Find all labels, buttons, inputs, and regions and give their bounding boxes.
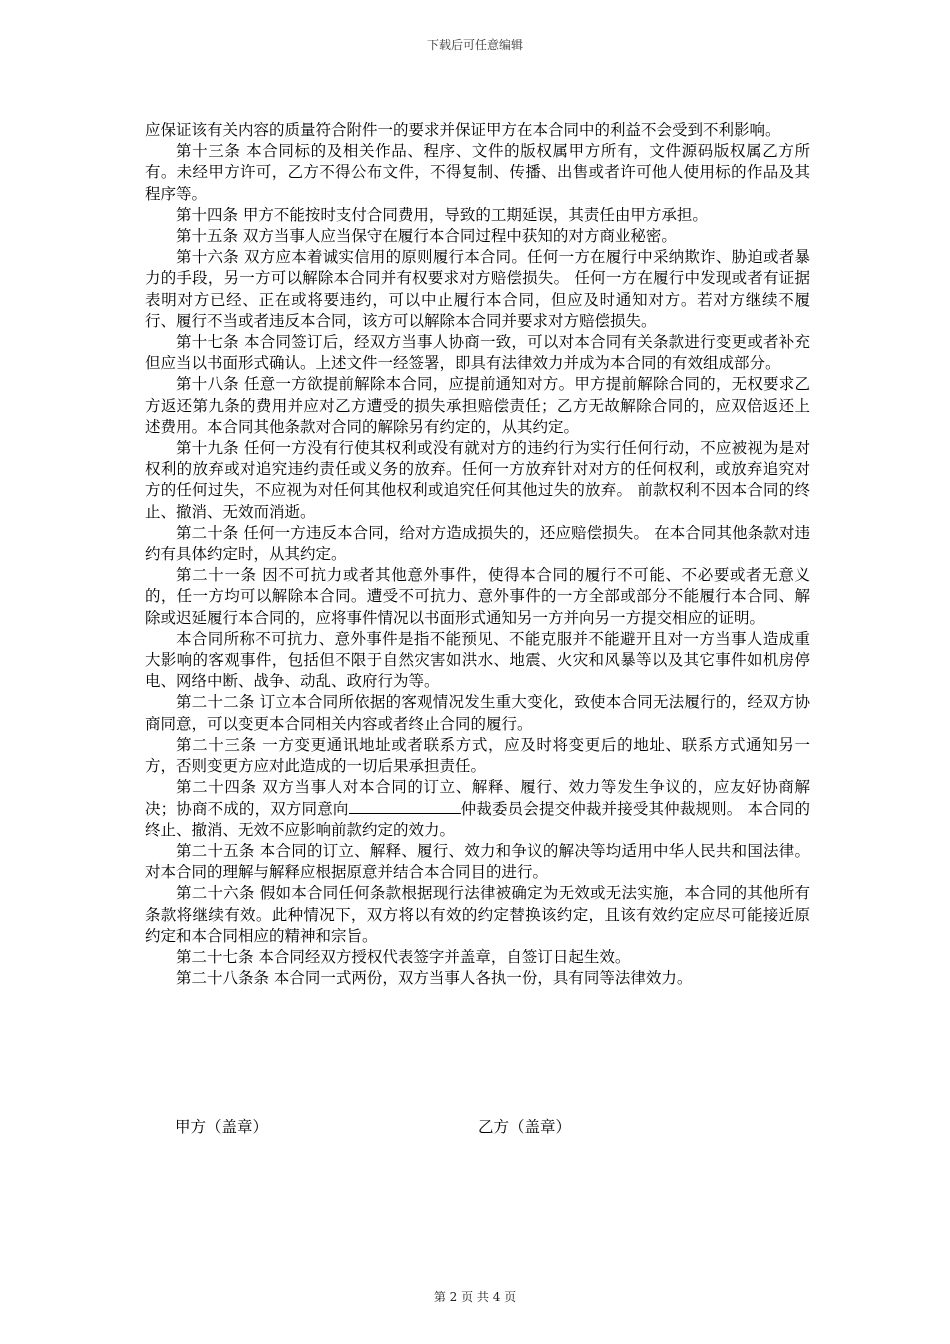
article-18: 第十八条 任意一方欲提前解除本合同，应提前通知对方。甲方提前解除合同的，无权要求乙方返还第九条的费用并应对乙方遭受的损失承担赔偿责任；乙方无故解除合同的，应双倍返还上述费用。本合同其他条款对合同的解除另有约定的，从其约定。 bbox=[145, 375, 810, 436]
article-13: 第十三条 本合同标的及相关作品、程序、文件的版权属甲方所有，文件源码版权属乙方所有。未经甲方许可，乙方不得公布文件，不得复制、传播、出售或者许可他人使用标的作品及其程序等。 bbox=[145, 142, 810, 203]
page-number: 第 2 页 共 4 页 bbox=[433, 1290, 517, 1304]
article-22: 第二十二条 订立本合同所依据的客观情况发生重大变化，致使本合同无法履行的，经双方协商同意，可以变更本合同相关内容或者终止合同的履行。 bbox=[145, 693, 810, 733]
article-24-part1: 第二十四条 双方当事人对本合同的订立、解释、履行、效力等发生争议的，应友好协商解决；协商不成的，双方同意向 bbox=[145, 778, 810, 818]
article-24 bbox=[145, 777, 810, 841]
article-17: 第十七条 本合同签订后，经双方当事人协商一致，可以对本合同有关条款进行变更或者补充但应当以书面形式确认。上述文件一经签署，即具有法律效力并成为本合同的有效组成部分。 bbox=[145, 333, 810, 373]
article-24-part2: 仲裁委员会提交仲裁并接受其仲裁规则。 本合同的终止、撤消、无效不应影响前款约定的效力。 bbox=[145, 799, 810, 839]
article-27: 第二十七条 本合同经双方授权代表签字并盖章，自签订日起生效。 bbox=[176, 947, 631, 966]
article-19: 第十九条 任何一方没有行使其权利或没有就对方的违约行为实行任何行动，不应被视为是对权利的放弃或对追究违约责任或义务的放弃。任何一方放弃针对对方的任何权利，或放弃追究对方的任何过失，不应视为对任何其他权利或追究任何其他过失的放弃。 前款权利不因本合同的终止、撤消、无效而消逝。 bbox=[145, 439, 810, 521]
party-a-seal-label: 甲方（盖章） bbox=[175, 1118, 269, 1136]
page-header: 下载后可任意编辑 bbox=[426, 38, 523, 52]
force-majeure-definition: 本合同所称不可抗力、意外事件是指不能预见、不能克服并不能避开且对一方当事人造成重大影响的客观事件，包括但不限于自然灾害如洪水、地震、火灾和风暴等以及其它事件如机房停电、网络中断、战争、动乱、政府行为等。 bbox=[145, 629, 810, 691]
paragraph-continuation: 应保证该有关内容的质量符合附件一的要求并保证甲方在本合同中的利益不会受到不利影响。 bbox=[145, 121, 781, 139]
article-23: 第二十三条 一方变更通讯地址或者联系方式，应及时将变更后的地址、联系方式通知另一方，否则变更方应对此造成的一切后果承担责任。 bbox=[145, 735, 810, 776]
article-14: 第十四条 甲方不能按时支付合同费用，导致的工期延误，其责任由甲方承担。 bbox=[176, 205, 708, 224]
article-25: 第二十五条 本合同的订立、解释、履行、效力和争议的解决等均适用中华人民共和国法律。对本合同的理解与解释应根据原意并结合本合同目的进行。 bbox=[145, 841, 810, 882]
article-28: 第二十八条条 本合同一式两份，双方当事人各执一份，具有同等法律效力。 bbox=[176, 969, 693, 988]
article-20: 第二十条 任何一方违反本合同，给对方造成损失的，还应赔偿损失。 在本合同其他条款对违约有具体约定时，从其约定。 bbox=[145, 523, 810, 564]
article-26: 第二十六条 假如本合同任何条款根据现行法律被确定为无效或无法实施，本合同的其他所有条款将继续有效。此种情况下，双方将以有效的约定替换该约定，且该有效约定应尽可能接近原约定和本合同相应的精神和宗旨。 bbox=[145, 884, 810, 945]
contract-body bbox=[145, 120, 810, 989]
article-15: 第十五条 双方当事人应当保守在履行本合同过程中获知的对方商业秘密。 bbox=[176, 227, 677, 246]
arbitration-blank-line bbox=[349, 799, 461, 814]
article-16: 第十六条 双方应本着诚实信用的原则履行本合同。任何一方在履行中采纳欺诈、胁迫或者暴力的手段，另一方可以解除本合同并有权要求对方赔偿损失。 任何一方在履行中发现或者有证据表明对方已经、正在或将要违约，可以中止履行本合同，但应及时通知对方。若对方继续不履行、履行不当或者违反本合同，该方可以解除本合同并要求对方赔偿损失。 bbox=[145, 248, 810, 330]
article-21: 第二十一条 因不可抗力或者其他意外事件，使得本合同的履行不可能、不必要或者无意义的，任一方均可以解除本合同。遭受不可抗力、意外事件的一方全部或部分不能履行本合同、解除或迟延履行本合同的，应将事件情况以书面形式通知另一方并向另一方提交相应的证明。 bbox=[145, 566, 810, 627]
party-b-seal-label: 乙方（盖章） bbox=[478, 1118, 572, 1136]
